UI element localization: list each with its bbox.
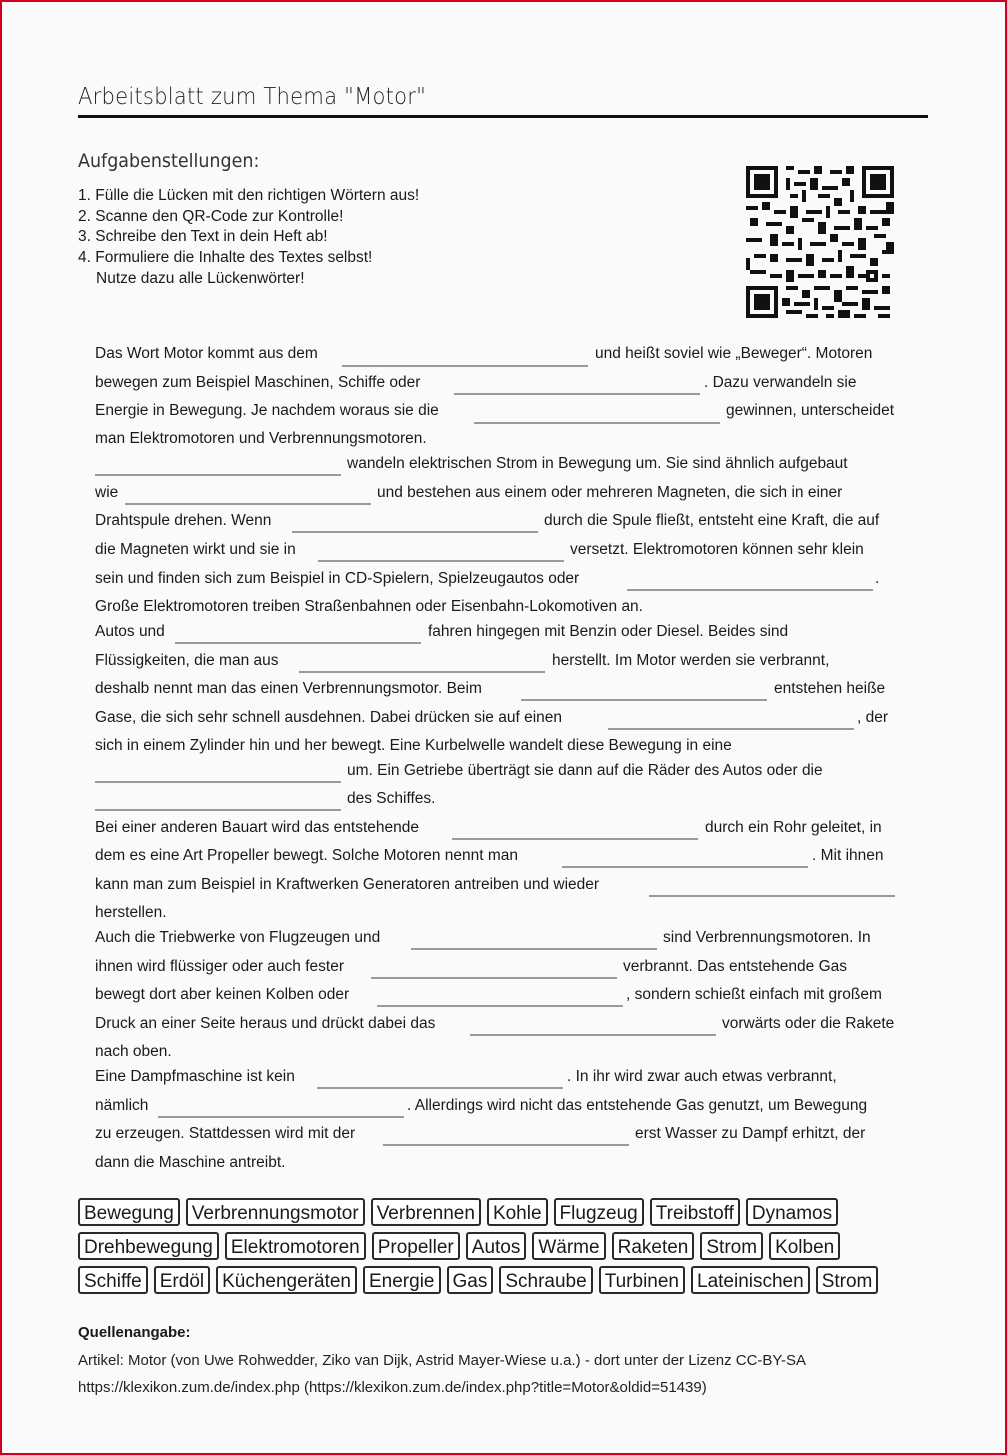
text-line: um. Ein Getriebe überträgt sie dann auf die Räder des Autos oder die	[347, 762, 823, 779]
text-line: Energie in Bewegung. Je nachdem woraus sie die	[95, 402, 439, 419]
blank-field[interactable]	[175, 642, 421, 644]
text-line: nach oben.	[95, 1043, 172, 1060]
word-chip[interactable]: Strom	[700, 1232, 763, 1260]
text-line: wandeln elektrischen Strom in Bewegung um. Sie sind ähnlich aufgebaut	[347, 455, 848, 472]
blank-field[interactable]	[292, 531, 538, 533]
text-line: herstellt. Im Motor werden sie verbrannt,	[552, 652, 830, 669]
source-url[interactable]: https://klexikon.zum.de/index.php (https://klexikon.zum.de/index.php?title=Motor&oldid=51439)	[78, 1379, 707, 1396]
blank-field[interactable]	[474, 422, 720, 424]
task-item: Nutze dazu alle Lückenwörter!	[96, 269, 305, 287]
blank-field[interactable]	[627, 589, 873, 591]
blank-field[interactable]	[125, 503, 371, 505]
text-line: versetzt. Elektromotoren können sehr klein	[570, 541, 864, 558]
blank-field[interactable]	[317, 1087, 563, 1089]
text-line: . Allerdings wird nicht das entstehende Gas genutzt, um Bewegung	[407, 1097, 868, 1114]
text-line: sind Verbrennungsmotoren. In	[663, 929, 871, 946]
text-line: und bestehen aus einem oder mehreren Magneten, die sich in einer	[377, 484, 843, 501]
text-line: sich in einem Zylinder hin und her bewegt. Eine Kurbelwelle wandelt diese Bewegung in eine	[95, 737, 732, 754]
text-line: zu erzeugen. Stattdessen wird mit der	[95, 1125, 356, 1142]
text-line: ihnen wird flüssiger oder auch fester	[95, 958, 344, 975]
text-line: . In ihr wird zwar auch etwas verbrannt,	[567, 1068, 837, 1085]
word-chip[interactable]: Bewegung	[78, 1198, 180, 1226]
page-title: Arbeitsblatt zum Thema "Motor"	[78, 84, 427, 110]
blank-field[interactable]	[318, 560, 564, 562]
text-line: verbrannt. Das entstehende Gas	[623, 958, 848, 975]
task-item: 2. Scanne den QR-Code zur Kontrolle!	[78, 207, 344, 225]
text-line: bewegt dort aber keinen Kolben oder	[95, 986, 350, 1003]
text-line: des Schiffes.	[347, 790, 436, 807]
word-chip[interactable]: Raketen	[612, 1232, 695, 1260]
word-chip[interactable]: Schraube	[499, 1266, 592, 1294]
blank-field[interactable]	[95, 474, 341, 476]
blank-field[interactable]	[649, 895, 895, 897]
text-line: . Mit ihnen	[812, 847, 884, 864]
task-item: 4. Formuliere die Inhalte des Textes selbst!	[78, 249, 373, 267]
text-line: Das Wort Motor kommt aus dem	[95, 345, 318, 362]
text-line: dem es eine Art Propeller bewegt. Solche Motoren nennt man	[95, 847, 519, 864]
blank-field[interactable]	[95, 809, 341, 811]
word-chip[interactable]: Verbrennen	[371, 1198, 481, 1226]
text-line: Autos und	[95, 623, 165, 640]
text-line: und heißt soviel wie „Beweger“. Motoren	[595, 345, 873, 362]
tasks-heading: Aufgabenstellungen:	[78, 150, 260, 172]
word-bank-row	[78, 1198, 878, 1226]
text-line: durch ein Rohr geleitet, in	[705, 819, 882, 836]
text-line: wie	[95, 484, 119, 501]
text-line: Flüssigkeiten, die man aus	[95, 652, 279, 669]
task-item: 3. Schreibe den Text in dein Heft ab!	[78, 228, 328, 246]
word-chip[interactable]: Verbrennungsmotor	[186, 1198, 365, 1226]
text-line: erst Wasser zu Dampf erhitzt, der	[635, 1125, 866, 1142]
word-chip[interactable]: Wärme	[532, 1232, 605, 1260]
text-line: bewegen zum Beispiel Maschinen, Schiffe oder	[95, 374, 421, 391]
blank-field[interactable]	[342, 365, 588, 367]
text-line: vorwärts oder die Rakete	[722, 1015, 895, 1032]
word-chip[interactable]: Kohle	[487, 1198, 548, 1226]
word-chip[interactable]: Turbinen	[599, 1266, 685, 1294]
text-line: fahren hingegen mit Benzin oder Diesel. Beides sind	[428, 623, 789, 640]
text-line: kann man zum Beispiel in Kraftwerken Generatoren antreiben und wieder	[95, 876, 600, 893]
blank-field[interactable]	[95, 781, 341, 783]
task-item: 1. Fülle die Lücken mit den richtigen Wörtern aus!	[78, 187, 420, 204]
title-divider	[78, 115, 928, 118]
text-line: , sondern schießt einfach mit großem	[626, 986, 882, 1003]
text-line: sein und finden sich zum Beispiel in CD-Spielern, Spielzeugautos oder	[95, 570, 580, 587]
blank-field[interactable]	[299, 671, 545, 673]
word-chip[interactable]: Treibstoff	[650, 1198, 740, 1226]
source-heading: Quellenangabe:	[78, 1324, 191, 1341]
task-list	[78, 186, 419, 290]
text-line: herstellen.	[95, 904, 167, 921]
text-line: man Elektromotoren und Verbrennungsmotoren.	[95, 430, 427, 447]
text-line: Druck an einer Seite heraus und drückt dabei das	[95, 1015, 436, 1032]
text-line: durch die Spule fließt, entsteht eine Kraft, die auf	[544, 512, 880, 529]
text-line: . Dazu verwandeln sie	[704, 374, 857, 391]
word-chip[interactable]: Flugzeug	[554, 1198, 644, 1226]
word-bank-row	[78, 1232, 878, 1260]
blank-field[interactable]	[562, 866, 808, 868]
text-line: Auch die Triebwerke von Flugzeugen und	[95, 929, 381, 946]
text-line: Große Elektromotoren treiben Straßenbahnen oder Eisenbahn-Lokomotiven an.	[95, 598, 643, 615]
text-line: Drahtspule drehen. Wenn	[95, 512, 272, 529]
blank-field[interactable]	[608, 728, 854, 730]
source-citation: Artikel: Motor (von Uwe Rohwedder, Ziko van Dijk, Astrid Mayer-Wiese u.a.) - dort unter der Lizenz CC-BY-SA	[78, 1352, 807, 1369]
text-line: nämlich	[95, 1097, 149, 1114]
word-chip[interactable]: Elektromotoren	[225, 1232, 366, 1260]
blank-field[interactable]	[158, 1116, 404, 1118]
text-line: entstehen heiße	[774, 680, 886, 697]
blank-field[interactable]	[371, 977, 617, 979]
word-chip[interactable]: Schiffe	[78, 1266, 148, 1294]
text-line: .	[875, 570, 880, 587]
word-chip[interactable]: Drehbewegung	[78, 1232, 219, 1260]
blank-field[interactable]	[470, 1034, 716, 1036]
text-line: dann die Maschine antreibt.	[95, 1154, 286, 1171]
word-chip[interactable]: Küchengeräten	[216, 1266, 357, 1294]
text-line: Eine Dampfmaschine ist kein	[95, 1068, 295, 1085]
word-chip[interactable]: Erdöl	[154, 1266, 210, 1294]
word-chip[interactable]: Energie	[363, 1266, 441, 1294]
word-chip[interactable]: Gas	[447, 1266, 494, 1294]
text-line: Bei einer anderen Bauart wird das entstehende	[95, 819, 419, 836]
text-line: die Magneten wirkt und sie in	[95, 541, 296, 558]
blank-field[interactable]	[377, 1005, 623, 1007]
word-chip[interactable]: Propeller	[372, 1232, 460, 1260]
word-chip[interactable]: Lateinischen	[691, 1266, 810, 1294]
text-line: Gase, die sich sehr schnell ausdehnen. Dabei drücken sie auf einen	[95, 709, 563, 726]
word-bank-row	[78, 1266, 878, 1294]
word-chip[interactable]: Kolben	[769, 1232, 840, 1260]
qr-code-icon[interactable]	[746, 166, 894, 318]
blank-field[interactable]	[454, 393, 700, 395]
word-chip[interactable]: Dynamos	[746, 1198, 838, 1226]
word-bank	[78, 1198, 878, 1300]
text-line: deshalb nennt man das einen Verbrennungsmotor. Beim	[95, 680, 482, 697]
blank-field[interactable]	[452, 838, 698, 840]
text-line: gewinnen, unterscheidet	[726, 402, 895, 419]
text-line: , der	[857, 709, 889, 726]
blank-field[interactable]	[411, 948, 657, 950]
blank-field[interactable]	[521, 699, 767, 701]
word-chip[interactable]: Strom	[816, 1266, 879, 1294]
word-chip[interactable]: Autos	[466, 1232, 527, 1260]
blank-field[interactable]	[383, 1144, 629, 1146]
